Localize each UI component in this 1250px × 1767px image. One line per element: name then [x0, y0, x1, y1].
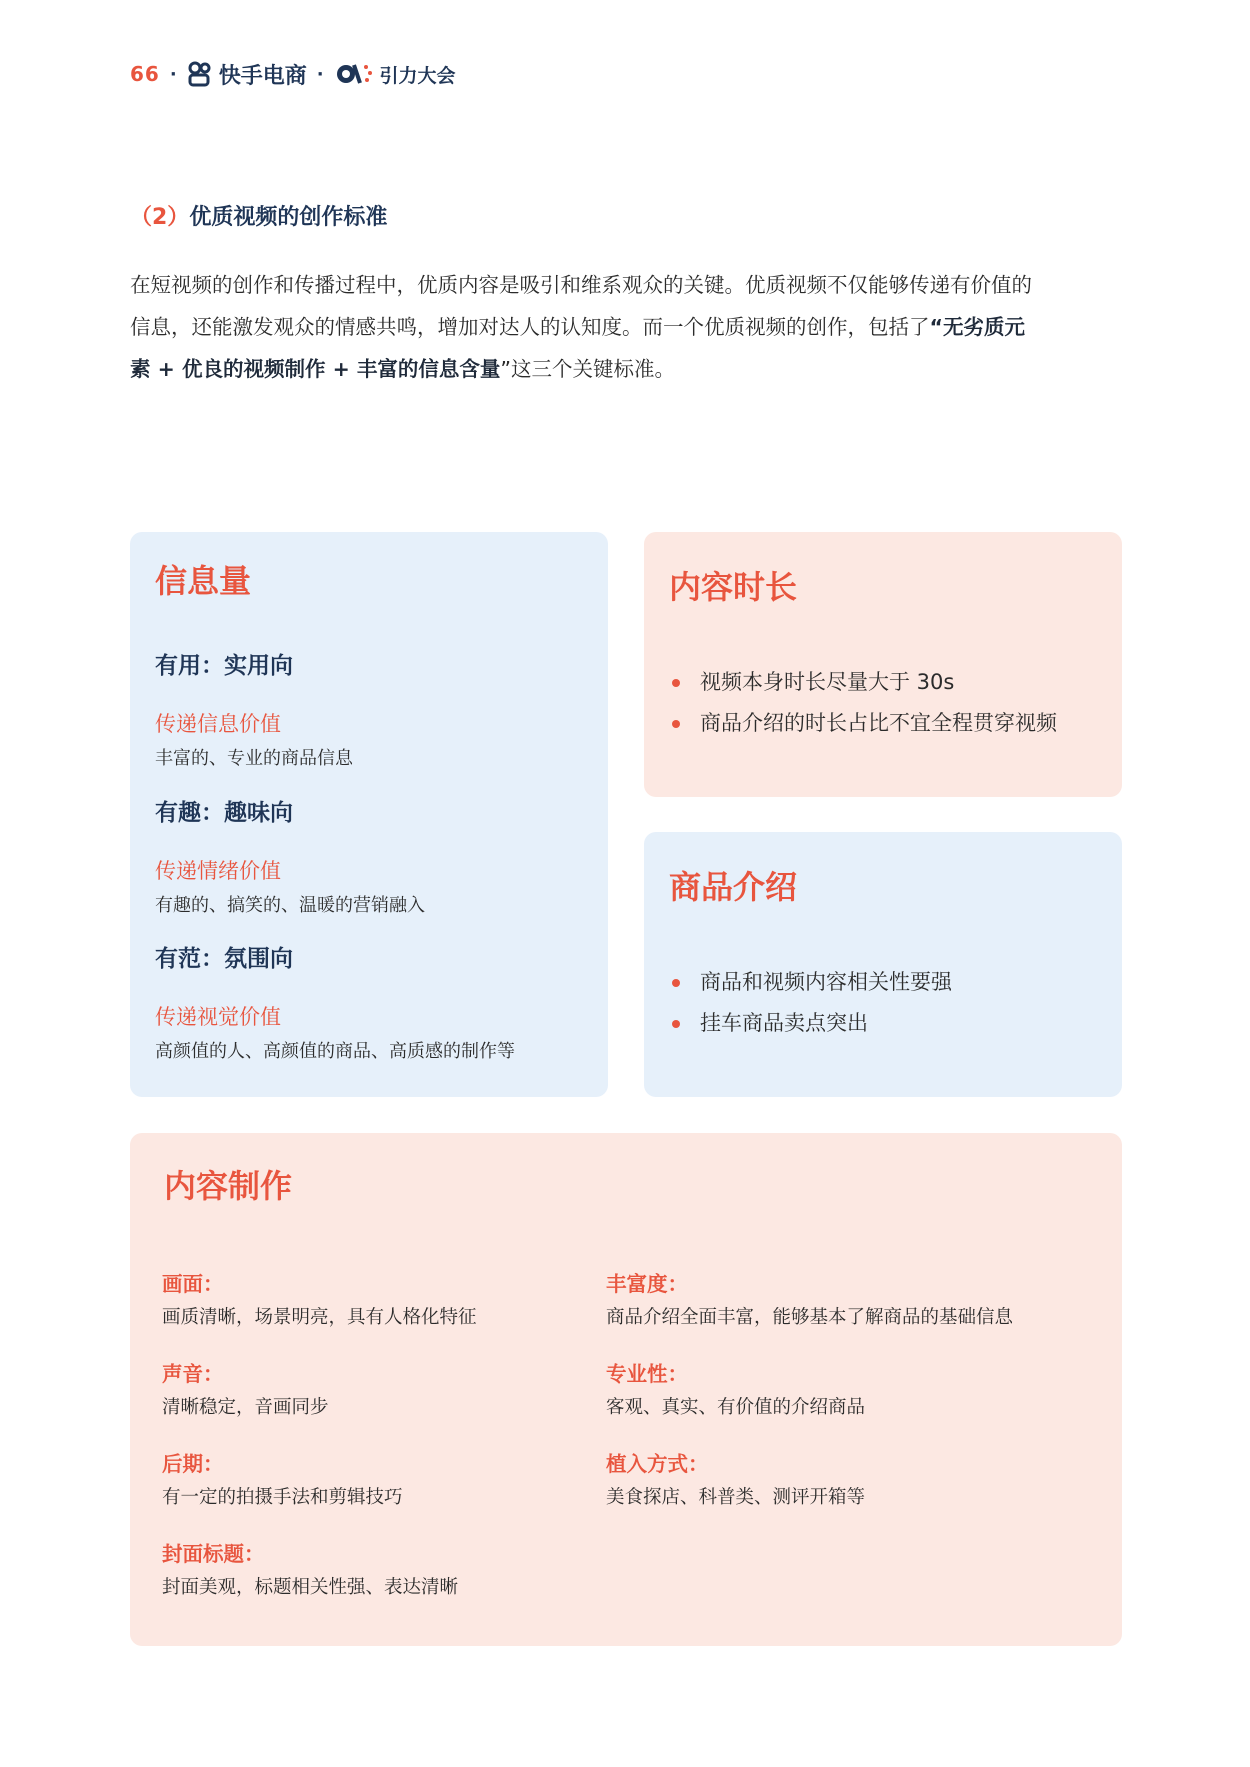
product-card: [644, 832, 1122, 1097]
list-item: 视频本身时长尽量大于 30s: [672, 662, 1057, 703]
section-title: [130, 200, 387, 231]
info-group-sub: 传递视觉价值: [155, 1005, 281, 1029]
page-number: 66: [130, 62, 160, 86]
brand2-text: 引力大会: [379, 64, 456, 87]
info-group-fun: [155, 794, 425, 917]
info-group-head: 有趣：趣味向: [155, 800, 293, 826]
info-card: [130, 532, 608, 1097]
production-item-cover: 封面标题： 封面美观，标题相关性强、表达清晰: [162, 1542, 459, 1598]
bullet-dot-icon: [672, 720, 680, 728]
intro-paragraph: [130, 264, 1120, 390]
duration-card: [644, 532, 1122, 797]
info-group-head: 有用：实用向: [155, 653, 293, 679]
duration-bullet-list: [672, 662, 1057, 744]
intro-emphasis-2: 素 + 优良的视频制作 + 丰富的信息含量: [130, 357, 501, 381]
info-group-useful: [155, 647, 353, 770]
bullet-dot-icon: [672, 679, 680, 687]
production-item-professional: 专业性： 客观、真实、有价值的介绍商品: [606, 1362, 866, 1418]
duration-card-title: 内容时长: [669, 568, 798, 606]
brand-kuaishou: [187, 59, 307, 90]
page-header: [130, 56, 456, 92]
separator-dot-2: ·: [316, 63, 324, 85]
bullet-dot-icon: [672, 1020, 680, 1028]
production-card-title: 内容制作: [164, 1167, 293, 1205]
info-group-sub: 传递信息价值: [155, 712, 281, 736]
list-item: 商品介绍的时长占比不宜全程贯穿视频: [672, 703, 1057, 744]
separator-dot: ·: [169, 63, 177, 85]
intro-line-1: 在短视频的创作和传播过程中，优质内容是吸引和维系观众的关键。优质视频不仅能够传递有价值的: [130, 273, 1032, 297]
bullet-dot-icon: [672, 979, 680, 987]
product-card-title: 商品介绍: [669, 868, 798, 906]
info-group-desc: 丰富的、专业的商品信息: [155, 748, 353, 769]
production-item-placement: 植入方式： 美食探店、科普类、测评开箱等: [606, 1452, 866, 1508]
brand1-text: 快手电商: [218, 63, 307, 89]
production-item-audio: 声音： 清晰稳定，音画同步: [162, 1362, 329, 1418]
info-group-desc: 高颜值的人、高颜值的商品、高质感的制作等: [155, 1041, 515, 1062]
kuaishou-logo-icon: [187, 61, 213, 87]
brand-yinli: [334, 61, 456, 88]
intro-line-2: 信息，还能激发观众的情感共鸣，增加对达人的认知度。而一个优质视频的创作，包括了“无劣质元: [130, 315, 1025, 339]
section-title-text: 优质视频的创作标准: [189, 205, 388, 230]
list-item: 挂车商品卖点突出: [672, 1003, 952, 1044]
yinli-logo-icon: [334, 61, 374, 87]
list-item: 商品和视频内容相关性要强: [672, 962, 952, 1003]
production-item-visual: 画面： 画质清晰，场景明亮，具有人格化特征: [162, 1272, 477, 1328]
product-bullet-list: [672, 962, 952, 1044]
info-group-style: [155, 940, 515, 1063]
intro-emphasis-1: “无劣质元: [929, 315, 1025, 339]
production-item-post: 后期： 有一定的拍摄手法和剪辑技巧: [162, 1452, 403, 1508]
production-card: [130, 1133, 1122, 1646]
info-group-sub: 传递情绪价值: [155, 859, 281, 883]
info-group-head: 有范：氛围向: [155, 946, 293, 972]
section-number: （2）: [130, 205, 190, 230]
info-card-title: 信息量: [155, 562, 252, 600]
production-item-richness: 丰富度： 商品介绍全面丰富，能够基本了解商品的基础信息: [606, 1272, 1014, 1328]
intro-line-3: 素 + 优良的视频制作 + 丰富的信息含量”这三个关键标准。: [130, 357, 676, 381]
info-group-desc: 有趣的、搞笑的、温暖的营销融入: [155, 895, 425, 916]
